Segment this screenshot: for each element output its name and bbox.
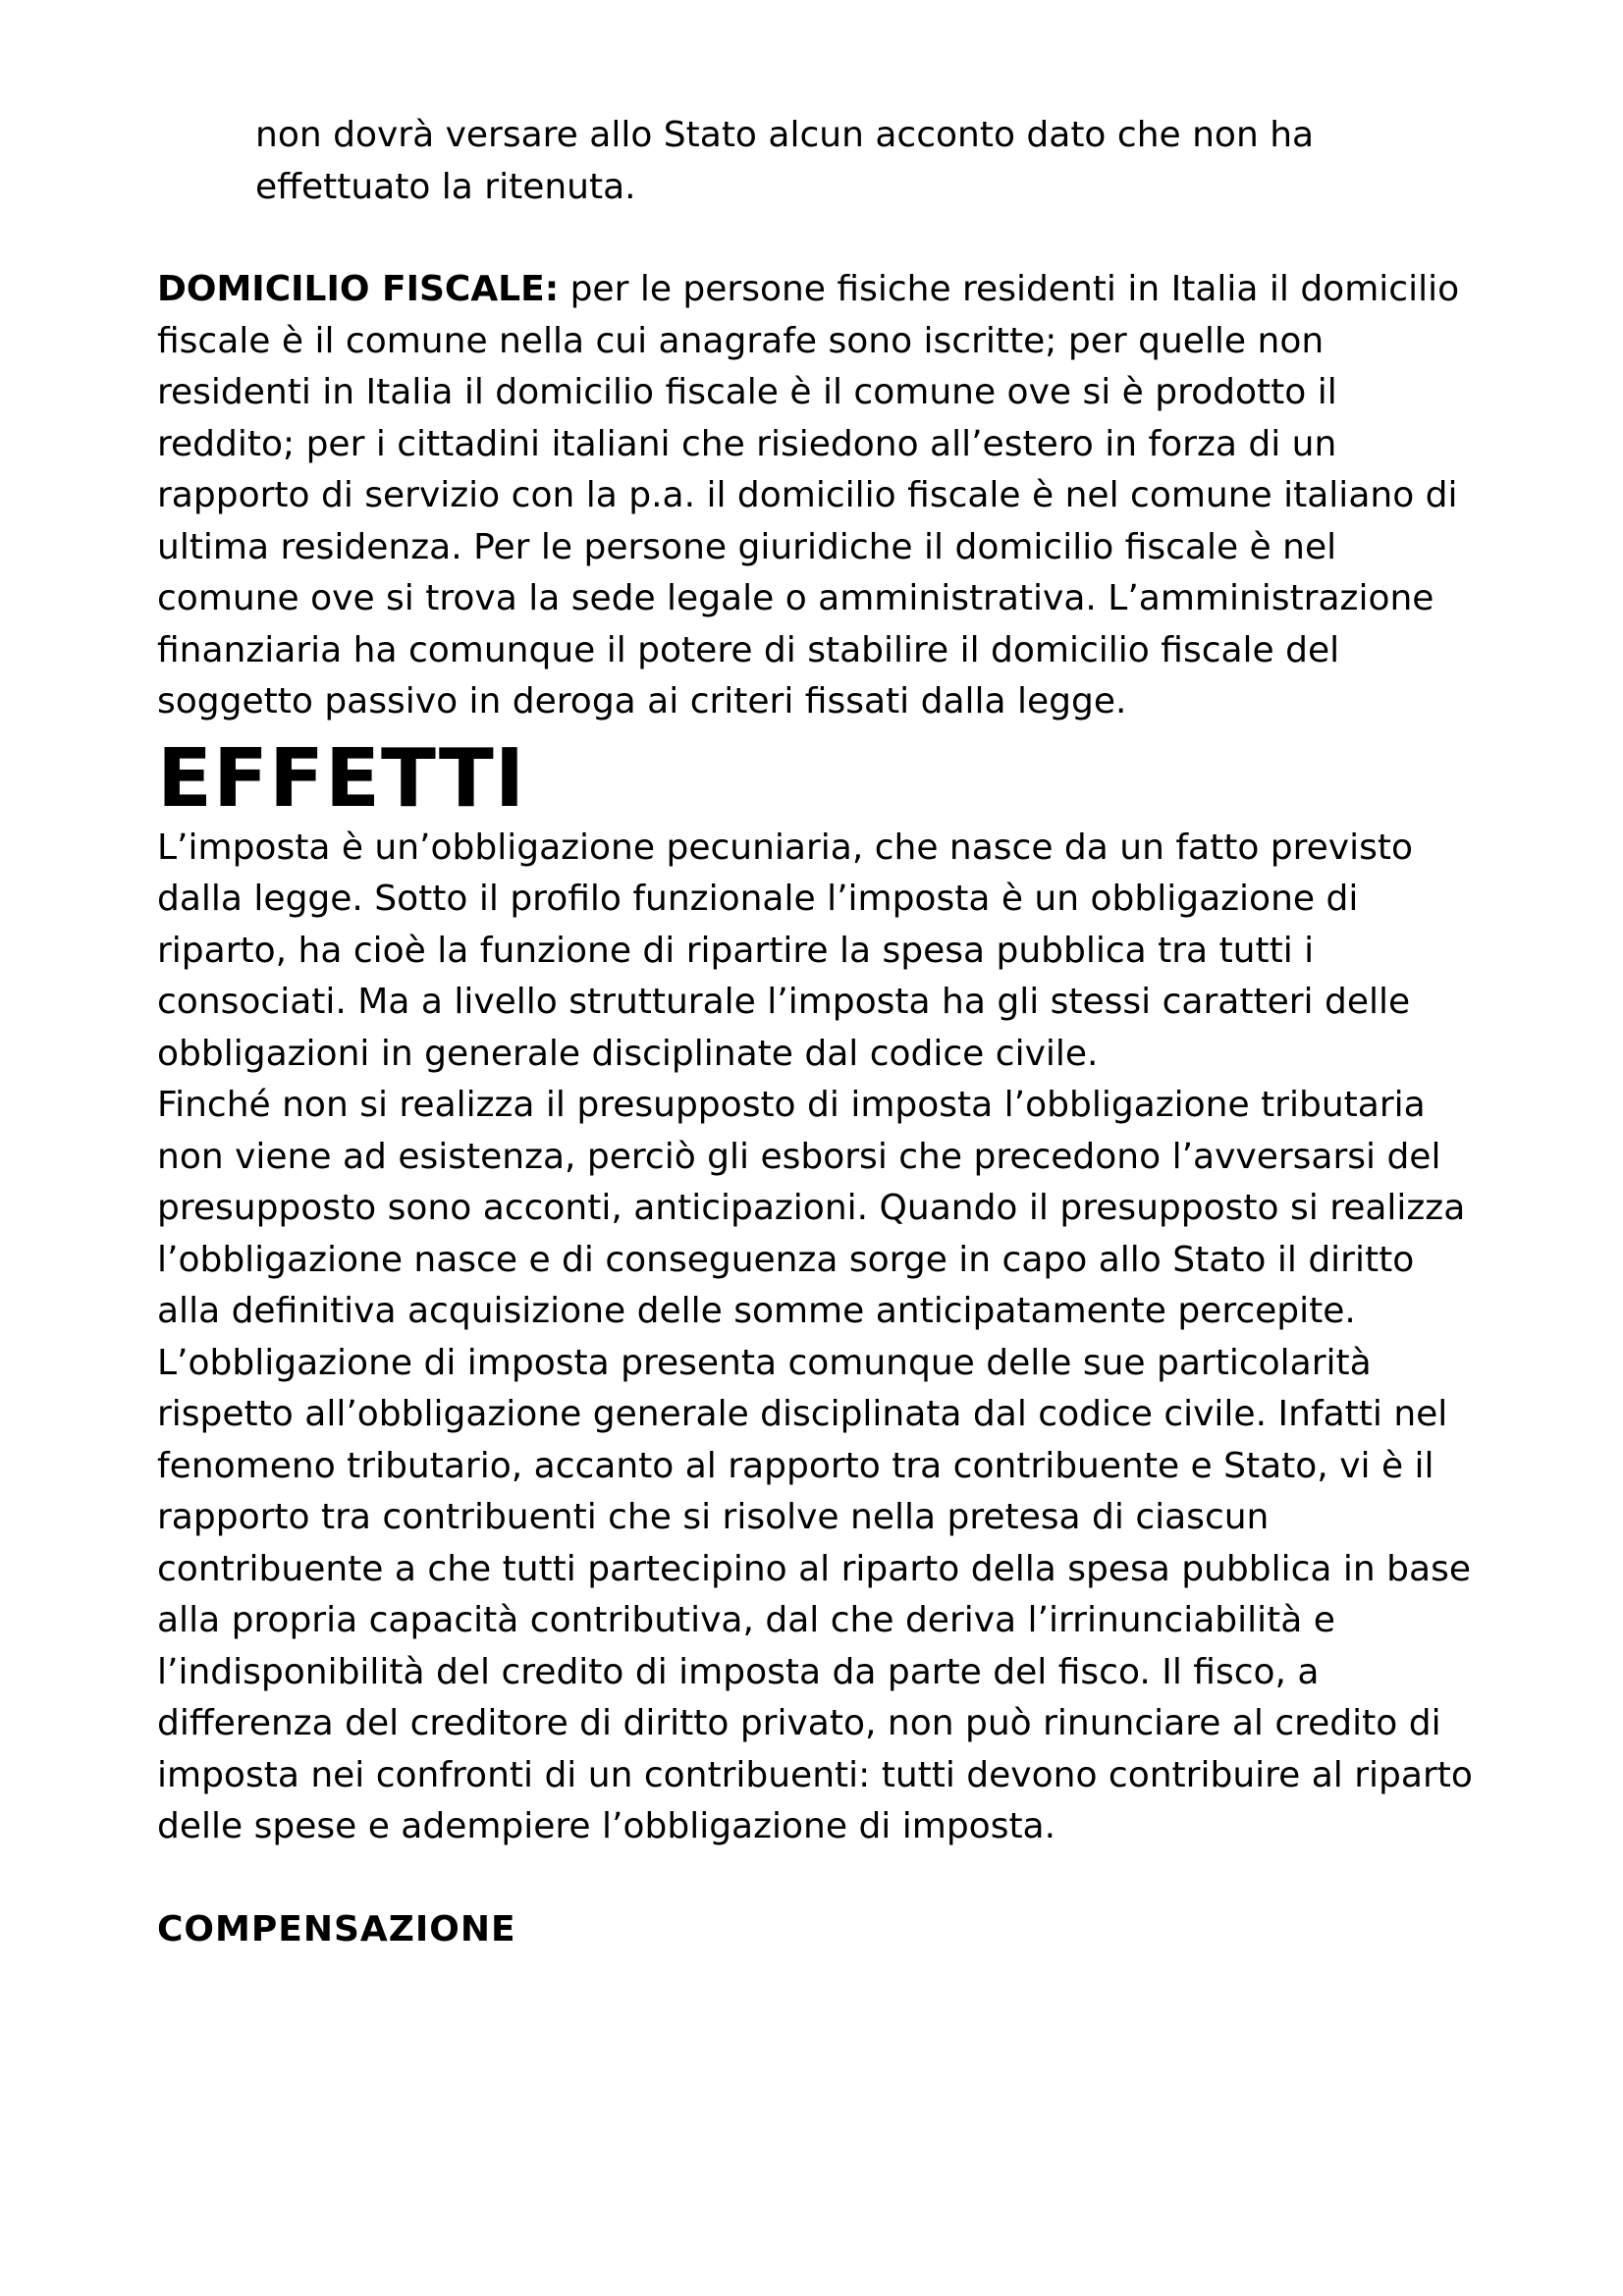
- effetti-paragraph-1: L’imposta è un’obbligazione pecuniaria, che nasce da un fatto previsto dalla legge. Sotto il profilo funzionale l’imposta è un obbligazione di riparto, ha cioè la funzione di ripartire la spesa pubblica tra tutti i consociati. Ma a livello strutturale l’imposta ha gli stessi caratteri delle obbligazioni in generale disciplinate dal codice civile.: [157, 827, 1414, 1074]
- effetti-paragraph-2: Finché non si realizza il presupposto di imposta l’obbligazione tributaria non viene ad esistenza, perciò gli esborsi che precedono l’avversarsi del presupposto sono acconti, anticipazioni. Quando il presupposto si realizza l’obbligazione nasce e di conseguenza sorge in capo allo Stato il diritto alla definitiva acquisizione delle somme anticipatamente percepite.: [157, 1085, 1466, 1331]
- effetti-paragraph-3: L’obbligazione di imposta presenta comunque delle sue particolarità rispetto all’obbligazione generale disciplinata dal codice civile. Infatti nel fenomeno tributario, accanto al rapporto tra contribuente e Stato, vi è il rapporto tra contribuenti che si risolve nella pretesa di ciascun contribuente a che tutti partecipino al riparto della spesa pubblica in base alla propria capacità contributiva, dal che deriva l’irrinunciabilità e l’indisponibilità del credito di imposta da parte del fisco. Il fisco, a differenza del creditore di diritto privato, non può rinunciare al credito di imposta nei confronti di un contribuenti: tutti devono contribuire al riparto delle spese e adempiere l’obbligazione di imposta.: [157, 1342, 1473, 1846]
- document-page: [157, 110, 1483, 1955]
- domicilio-fiscale-text: per le persone fisiche residenti in Italia il domicilio fiscale è il comune nella cui anagrafe sono iscritte; per quelle non residenti in Italia il domicilio fiscale è il comune ove si è prodotto il reddito; per i cittadini italiani che risiedono all’estero in forza di un rapporto di servizio con la p.a. il domicilio fiscale è nel comune italiano di ultima residenza. Per le persone giuridiche il domicilio fiscale è nel comune ove si trova la sede legale o amministrativa. L’amministrazione finanziaria ha comunque il potere di stabilire il domicilio fiscale del soggetto passivo in deroga ai criteri fissati dalla legge.: [157, 269, 1460, 721]
- effetti-heading: EFFETTI: [157, 731, 526, 826]
- continuation-paragraph: non dovrà versare allo Stato alcun acconto dato che non ha effettuato la ritenuta.: [255, 115, 1315, 207]
- domicilio-fiscale-paragraph: [157, 264, 1483, 728]
- domicilio-fiscale-label: DOMICILIO FISCALE:: [157, 269, 560, 309]
- compensazione-heading: COMPENSAZIONE: [157, 1908, 516, 1949]
